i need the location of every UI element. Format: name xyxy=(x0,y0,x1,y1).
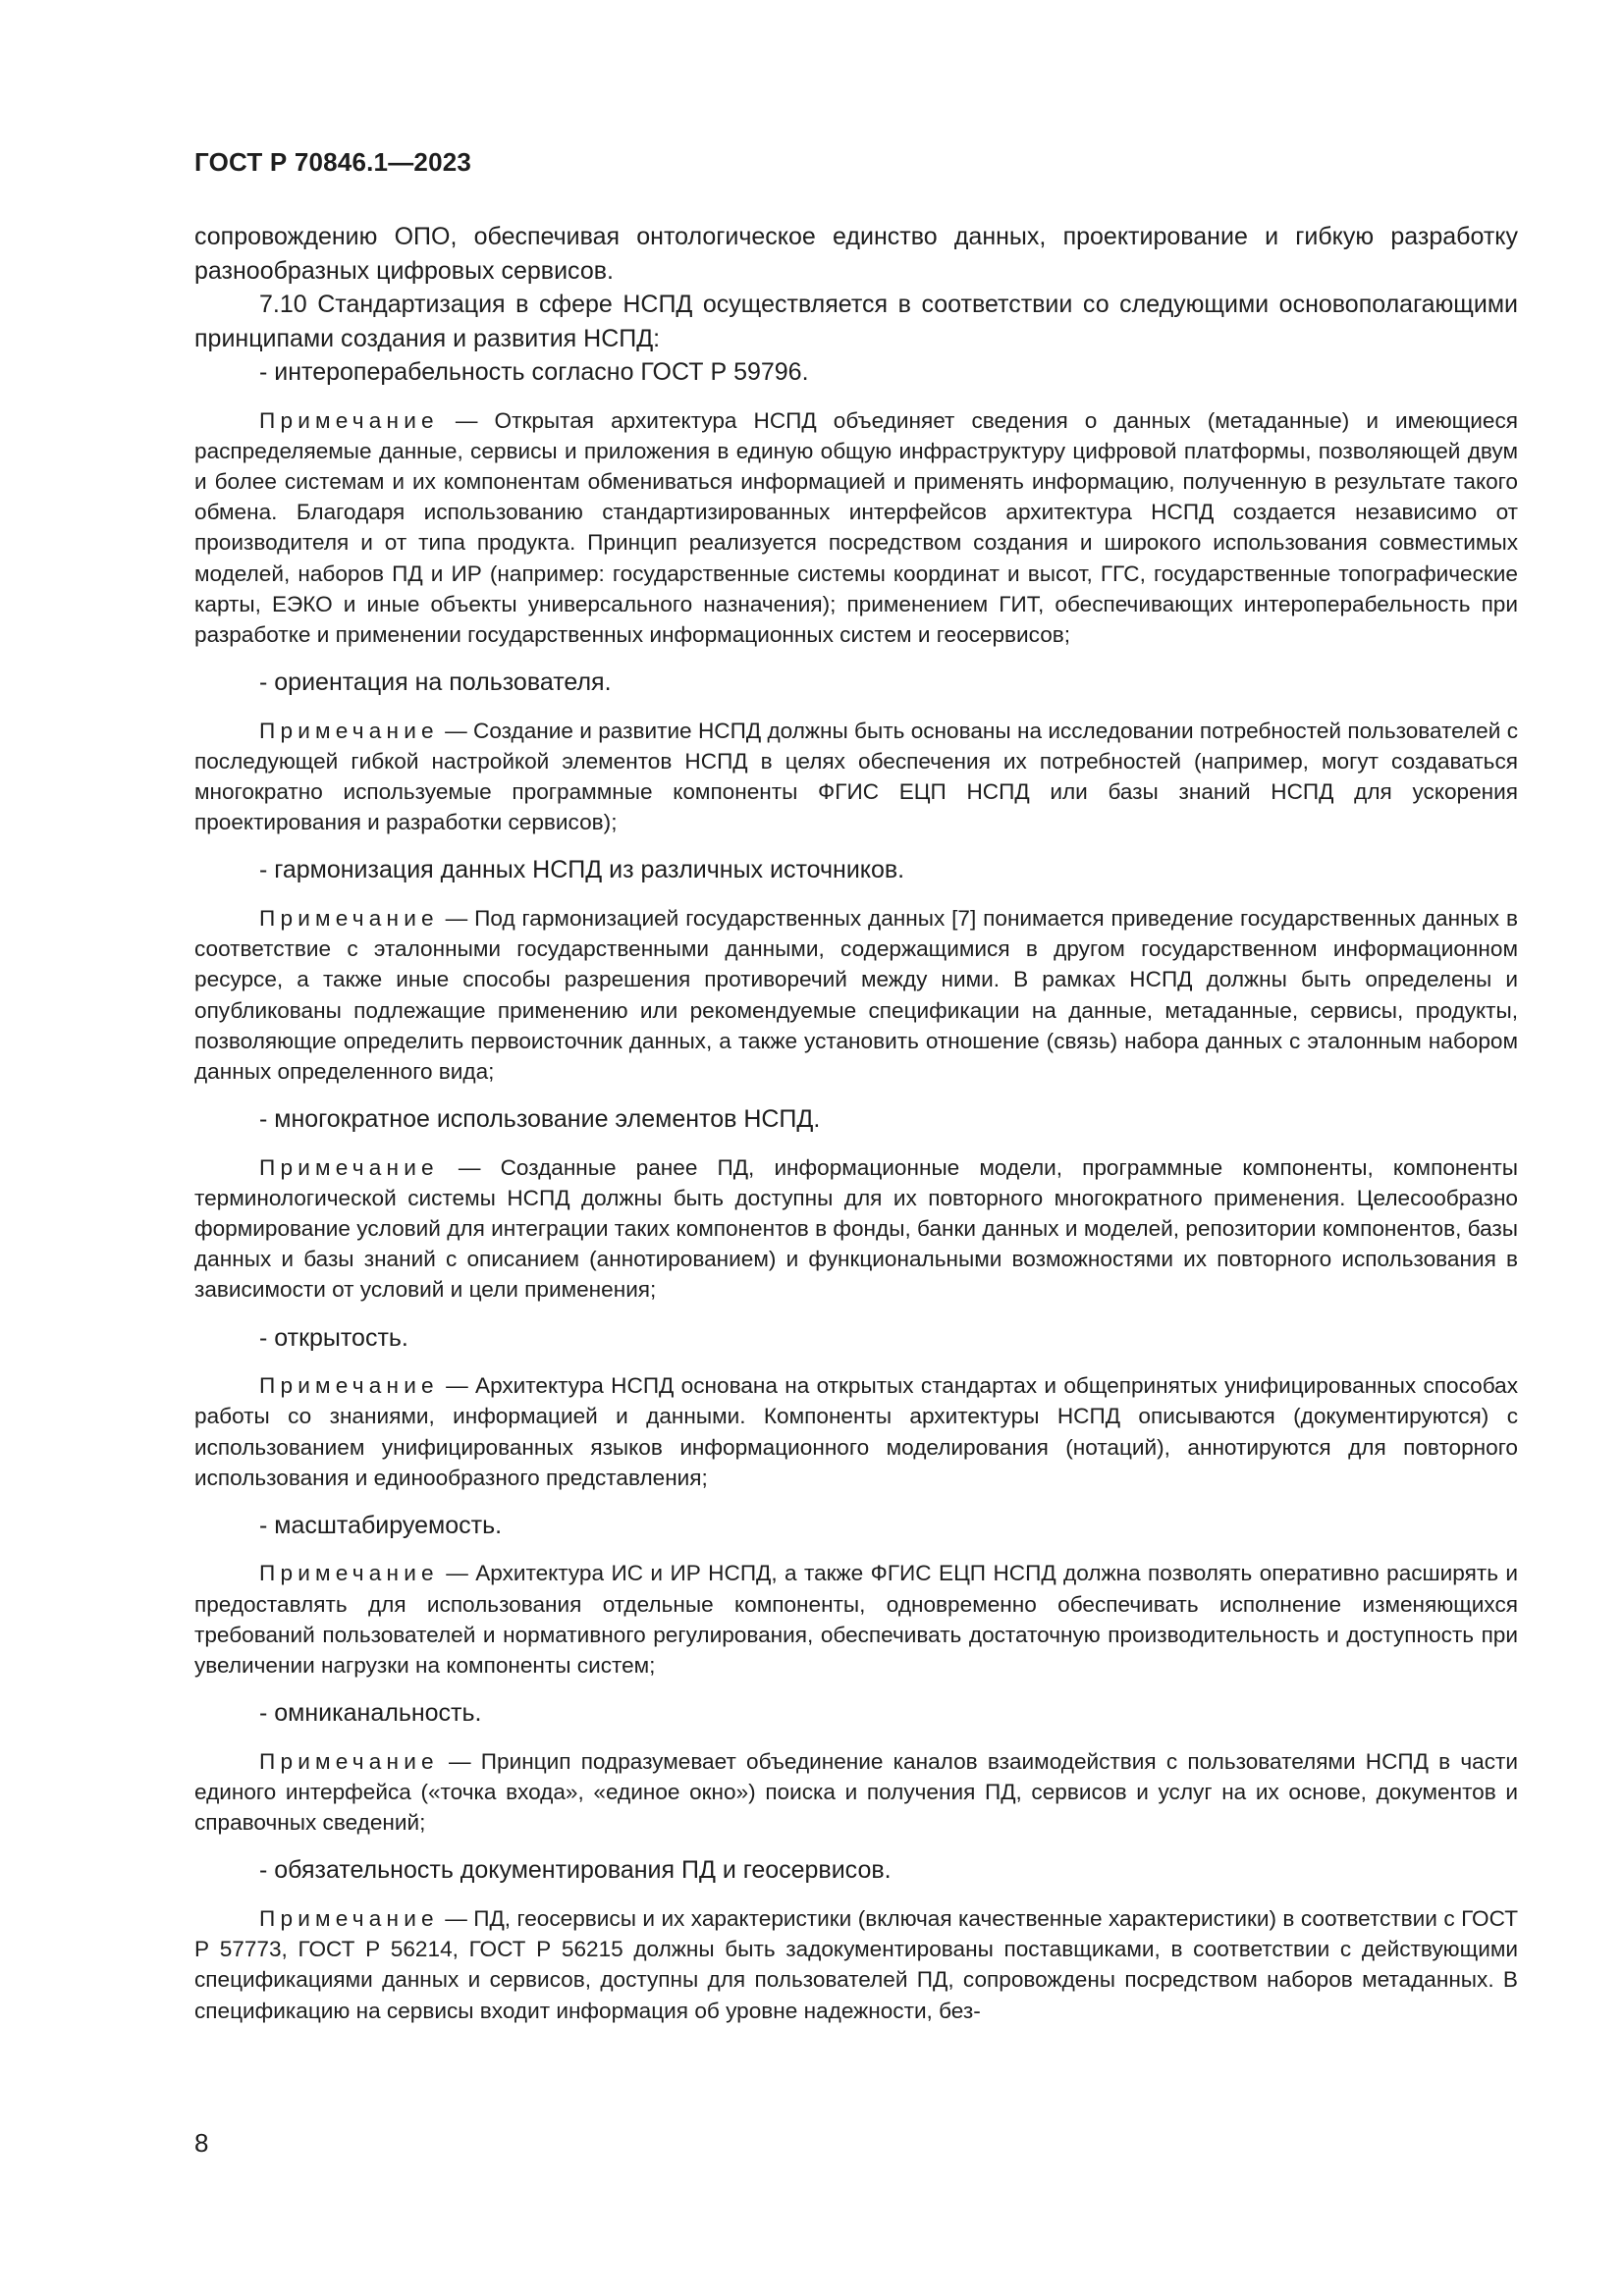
note-label: Примечание xyxy=(259,1154,439,1180)
principle-note xyxy=(194,1558,1518,1681)
principle-bullet: - интероперабельность согласно ГОСТ Р 59796. xyxy=(259,358,809,386)
document-header: ГОСТ Р 70846.1—2023 xyxy=(194,147,472,177)
principle-bullet: - многократное использование элементов НСПД. xyxy=(259,1105,821,1134)
note-label: Примечание xyxy=(259,1905,439,1931)
note-text: — Архитектура ИС и ИР НСПД, а также ФГИС ЕЦП НСПД должна позволять оперативно расширять и предоставлять для использования отдельные компоненты, одновременно обеспечивать исполнение изменяющихся требований пользователей и нормативного регулирования, обеспечивать достаточную производительность и доступность при увеличении нагрузки на компоненты систем; xyxy=(194,1561,1518,1679)
principle-bullet: - обязательность документирования ПД и геосервисов. xyxy=(259,1856,892,1885)
principle-note xyxy=(194,1746,1518,1839)
page-number: 8 xyxy=(194,2128,209,2158)
note-text: — Созданные ранее ПД, информационные модели, программные компоненты, компоненты терминологической системы НСПД должны быть доступны для их повторного многократного применения. Целесообразно формирование условий для интеграции таких компонентов в фонды, банки данных и моделей, репозитории компонентов, базы данных и базы знаний с описанием (аннотированием) и функциональными возможностями их повторного использования в зависимости от условий и цели применения; xyxy=(194,1154,1518,1303)
note-text: — Под гармонизацией государственных данных [7] понимается приведение государственных данных в соответствие с эталонными государственными данными, содержащимися в другом государственном информационном ресурсе, а также иные способы разрешения противоречий между ними. В рамках НСПД должны быть определены и опубликованы подлежащие применению или рекомендуемые спецификации на данные, метаданные, сервисы, продукты, позволяющие определить первоисточник данных, а также установить отношение (связь) набора данных с эталонным набором данных определенного вида; xyxy=(194,905,1518,1084)
principle-note xyxy=(194,1903,1518,2026)
principle-bullet: - открытость. xyxy=(259,1323,408,1352)
note-label: Примечание xyxy=(259,1748,439,1774)
principle-bullet: - ориентация на пользователя. xyxy=(259,668,612,697)
principle-note xyxy=(194,1370,1518,1493)
note-text: — ПД, геосервисы и их характеристики (включая качественные характеристики) в соответствии с ГОСТ Р 57773, ГОСТ Р 56214, ГОСТ Р 56215 должны быть задокументированы поставщиками, в соответствии с действующими спецификациями данных и сервисов, доступны для пользователей ПД, сопровождены посредством наборов метаданных. В спецификацию на сервисы входит информация об уровне надежности, без- xyxy=(194,1905,1518,2023)
principle-bullet: - гармонизация данных НСПД из различных источников. xyxy=(259,856,905,884)
note-label: Примечание xyxy=(259,718,439,743)
note-text: — Открытая архитектура НСПД объединяет сведения о данных (метаданные) и имеющиеся распределяемые данные, сервисы и приложения в единую общую инфраструктуру цифровой платформы, позволяющей двум и более системам и их компонентам обмениваться информацией и применять информацию, полученную в результате такого обмена. Благодаря использованию стандартизированных интерфейсов архитектура НСПД создается независимо от производителя и от типа продукта. Принцип реализуется посредством создания и широкого использования совместимых моделей, наборов ПД и ИР (например: государственные системы координат и высот, ГГС, государственные топографические карты, ЕЭКО и иные объекты универсального назначения); применением ГИТ, обеспечивающих интероперабельность при разработке и применении государственных информационных систем и геосервисов; xyxy=(194,407,1518,647)
note-label: Примечание xyxy=(259,905,439,931)
principle-note xyxy=(194,903,1518,1087)
principle-note xyxy=(194,1152,1518,1306)
clause-7-10: 7.10 Стандартизация в сфере НСПД осуществляется в соответствии со следующими основополагающими принципами создания и развития НСПД: xyxy=(194,291,1518,352)
document-body xyxy=(194,220,1518,2026)
continuation-paragraph: сопровождению ОПО, обеспечивая онтологическое единство данных, проектирование и гибкую разработку разнообразных цифровых сервисов. xyxy=(194,223,1518,285)
note-label: Примечание xyxy=(259,1561,439,1586)
principle-bullet: - омниканальность. xyxy=(259,1699,482,1728)
principle-note xyxy=(194,405,1518,651)
note-text: — Архитектура НСПД основана на открытых стандартах и общепринятых унифицированных способах работы со знаниями, информацией и данными. Компоненты архитектуры НСПД описываются (документируются) с использованием унифицированных языков информационного моделирования (нотаций), аннотируются для повторного использования и единообразного представления; xyxy=(194,1373,1518,1490)
note-label: Примечание xyxy=(259,407,439,433)
note-label: Примечание xyxy=(259,1373,439,1399)
principle-note xyxy=(194,716,1518,838)
note-text: — Принцип подразумевает объединение каналов взаимодействия с пользователями НСПД в части единого интерфейса («точка входа», «единое окно») поиска и получения ПД, сервисов и услуг на их основе, документов и справочных сведений; xyxy=(194,1748,1518,1836)
principle-bullet: - масштабируемость. xyxy=(259,1511,503,1539)
note-text: — Создание и развитие НСПД должны быть основаны на исследовании потребностей пользователей с последующей гибкой настройкой элементов НСПД в целях обеспечения их потребностей (например, могут создаваться многократно используемые программные компоненты ФГИС ЕЦП НСПД или базы знаний НСПД для ускорения проектирования и разработки сервисов); xyxy=(194,718,1518,835)
